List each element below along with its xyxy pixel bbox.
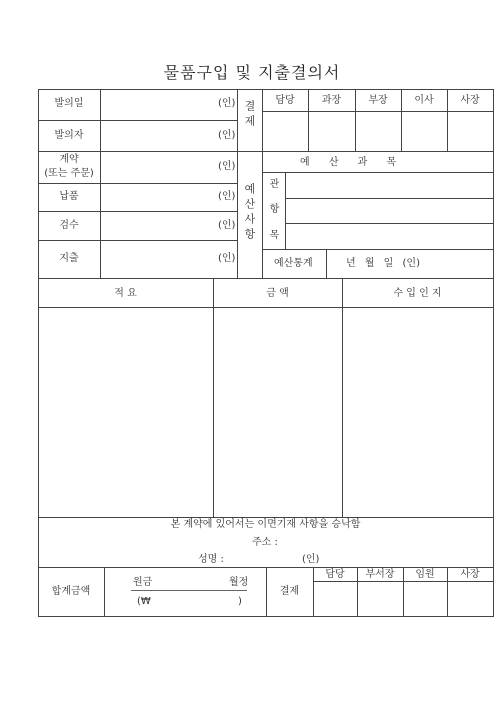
label-contract-sub: (또는 주문) [44, 168, 94, 179]
row-line-1 [38, 120, 237, 121]
col-header-line [38, 307, 493, 308]
frame-top-line [38, 89, 493, 90]
seal-5: (인) [218, 220, 236, 231]
approval-header-line [262, 111, 493, 112]
budget-notice-label: 예산통계 [274, 258, 313, 269]
approval-header-2: 과장 [321, 95, 342, 106]
budget-row-3: 목 [269, 230, 280, 241]
total-unit-left: 원금 [133, 577, 153, 588]
total-currency-open: (₩ [137, 596, 151, 607]
total-header-1: 담당 [325, 569, 345, 580]
row-line-6 [38, 278, 493, 279]
col-divider-1 [213, 278, 214, 517]
seal-6: (인) [218, 253, 236, 264]
approval-bottom-line [237, 151, 493, 152]
budget-title: 예 산 과 목 [300, 157, 405, 168]
budget-row-1: 관 [269, 179, 280, 190]
total-currency-close: ) [238, 596, 242, 607]
label-expenditure: 지출 [59, 253, 79, 264]
approval-header-1: 담당 [275, 95, 295, 106]
agreement-text: 본 계약에 있어서는 이면기재 사항을 승낙함 [170, 519, 361, 530]
budget-line-1 [285, 198, 493, 199]
total-header-line [313, 581, 493, 582]
label-delivery: 납품 [59, 191, 79, 202]
total-header-4: 사장 [460, 569, 480, 580]
total-amount-underline [131, 590, 247, 591]
frame-right-line [493, 89, 494, 616]
approval-header-4: 이사 [414, 95, 434, 106]
label-proposal-date: 발의일 [54, 98, 84, 109]
approval-header-5: 사장 [460, 95, 480, 106]
total-header-2: 부서장 [365, 569, 395, 580]
budget-title-line [262, 172, 493, 173]
left-block-right-line [237, 89, 238, 278]
label-inspection: 검수 [59, 220, 79, 231]
seal-4: (인) [218, 191, 236, 202]
col-header-stamp: 수 입 인 지 [393, 288, 442, 299]
label-contract: 계약 [59, 154, 79, 165]
total-label: 합계금액 [51, 586, 91, 597]
col-divider-2 [342, 278, 343, 517]
name-label: 성명 : [198, 554, 224, 565]
budget-label: 예산사항 [243, 183, 256, 243]
row-line-2 [38, 151, 237, 152]
row-line-5 [38, 240, 237, 241]
name-seal: (인) [302, 554, 320, 565]
document-title: 물품구입 및 지출결의서 [163, 63, 341, 82]
total-approval-label: 결제 [279, 586, 300, 597]
col-header-amount: 금 액 [266, 288, 289, 299]
label-proposer: 발의자 [54, 130, 84, 141]
budget-date-text: 년 월 일 (인) [346, 258, 420, 269]
budget-sub-divider [285, 172, 286, 249]
agreement-top-line [38, 517, 493, 518]
budget-line-3 [262, 249, 493, 250]
address-label: 주소 : [252, 537, 278, 548]
row-line-4 [38, 211, 237, 212]
seal-3: (인) [218, 161, 236, 172]
notice-divider [326, 249, 327, 278]
approval-label: 결제 [243, 100, 256, 130]
frame-bottom-line [38, 616, 494, 617]
seal-2: (인) [218, 130, 236, 141]
total-header-3: 임원 [415, 569, 435, 580]
total-unit-right: 월정 [229, 577, 249, 588]
col-header-summary: 적 요 [114, 288, 137, 299]
approval-header-3: 부장 [368, 95, 388, 106]
seal-1: (인) [218, 98, 236, 109]
budget-line-2 [285, 223, 493, 224]
row-line-3 [38, 183, 237, 184]
total-divider-1 [104, 567, 105, 616]
budget-row-2: 항 [269, 204, 280, 215]
